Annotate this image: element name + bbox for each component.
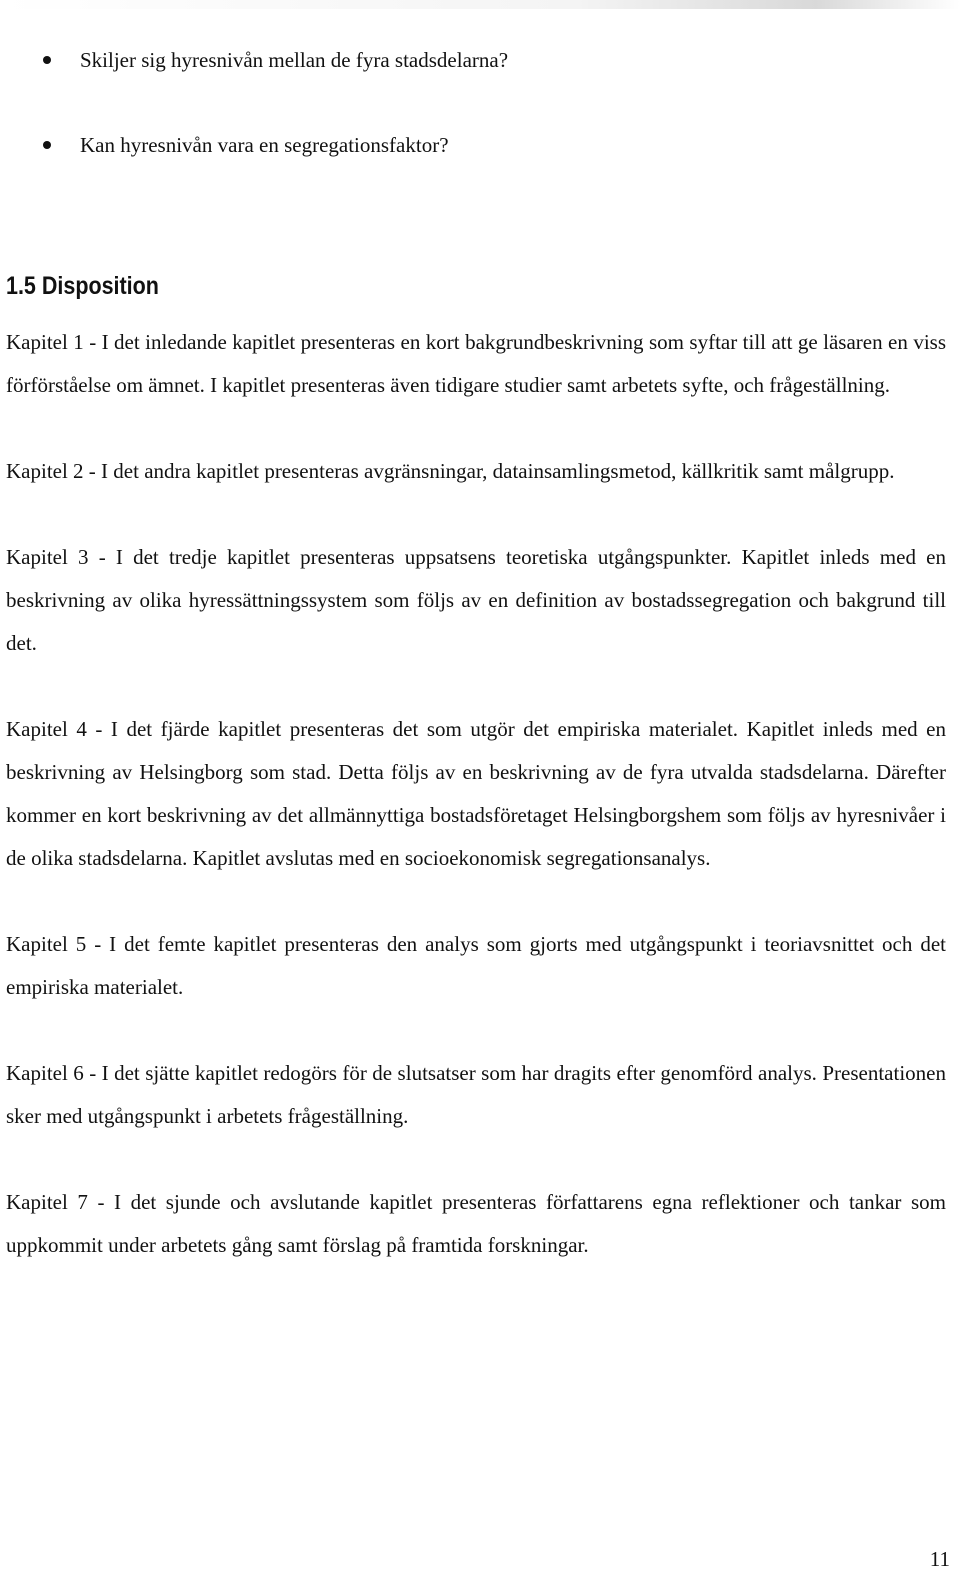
list-item-text: Skiljer sig hyresnivån mellan de fyra stadsdelarna? [80, 48, 509, 72]
chapter-1-paragraph: Kapitel 1 - I det inledande kapitlet presenteras en kort bakgrundbeskrivning som syftar till att ge läsaren en viss förförståelse om ämnet. I kapitlet presenteras även tidigare studier samt arbetets syfte, och frågeställning. [6, 330, 946, 397]
list-item [0, 125, 960, 210]
bullet-icon [43, 56, 51, 64]
chapter-7-paragraph: Kapitel 7 - I det sjunde och avslutande kapitlet presenteras författarens egna reflektioner och tankar som uppkommit under arbetets gång samt förslag på framtida forskningar. [6, 1190, 946, 1257]
list-item [0, 40, 960, 125]
chapter-5-paragraph: Kapitel 5 - I det femte kapitlet presenteras den analys som gjorts med utgångspunkt i teoriavsnittet och det empiriska materialet. [6, 932, 946, 999]
page-top-edge [0, 0, 960, 9]
bullet-icon [43, 141, 51, 149]
chapter-3-paragraph: Kapitel 3 - I det tredje kapitlet presenteras uppsatsens teoretiska utgångspunkter. Kapitlet inleds med en beskrivning av olika hyressättningssystem som följs av en definition av bostadssegregation och bakgrund till det. [6, 545, 946, 655]
chapter-6-paragraph: Kapitel 6 - I det sjätte kapitlet redogörs för de slutsatser som har dragits efter genomförd analys. Presentationen sker med utgångspunkt i arbetets frågeställning. [6, 1061, 946, 1128]
disposition-body [6, 321, 946, 1310]
list-item-text: Kan hyresnivån vara en segregationsfaktor? [80, 133, 449, 157]
chapter-4-paragraph: Kapitel 4 - I det fjärde kapitlet presenteras det som utgör det empiriska materialet. Kapitlet inleds med en beskrivning av Helsingborg som stad. Detta följs av en beskrivning av de fyra utvalda stadsdelarna. Därefter kommer en kort beskrivning av det allmännyttiga bostadsföretaget Helsingborgshem som följs av hyresnivåer i de olika stadsdelarna. Kapitlet avslutas med en socioekonomisk segregationsanalys. [6, 717, 946, 870]
page-number: 11 [929, 1547, 950, 1571]
chapter-2-paragraph: Kapitel 2 - I det andra kapitlet presenteras avgränsningar, datainsamlingsmetod, källkritik samt målgrupp. [6, 459, 895, 483]
section-heading: 1.5 Disposition [6, 272, 159, 300]
question-list [0, 40, 960, 210]
